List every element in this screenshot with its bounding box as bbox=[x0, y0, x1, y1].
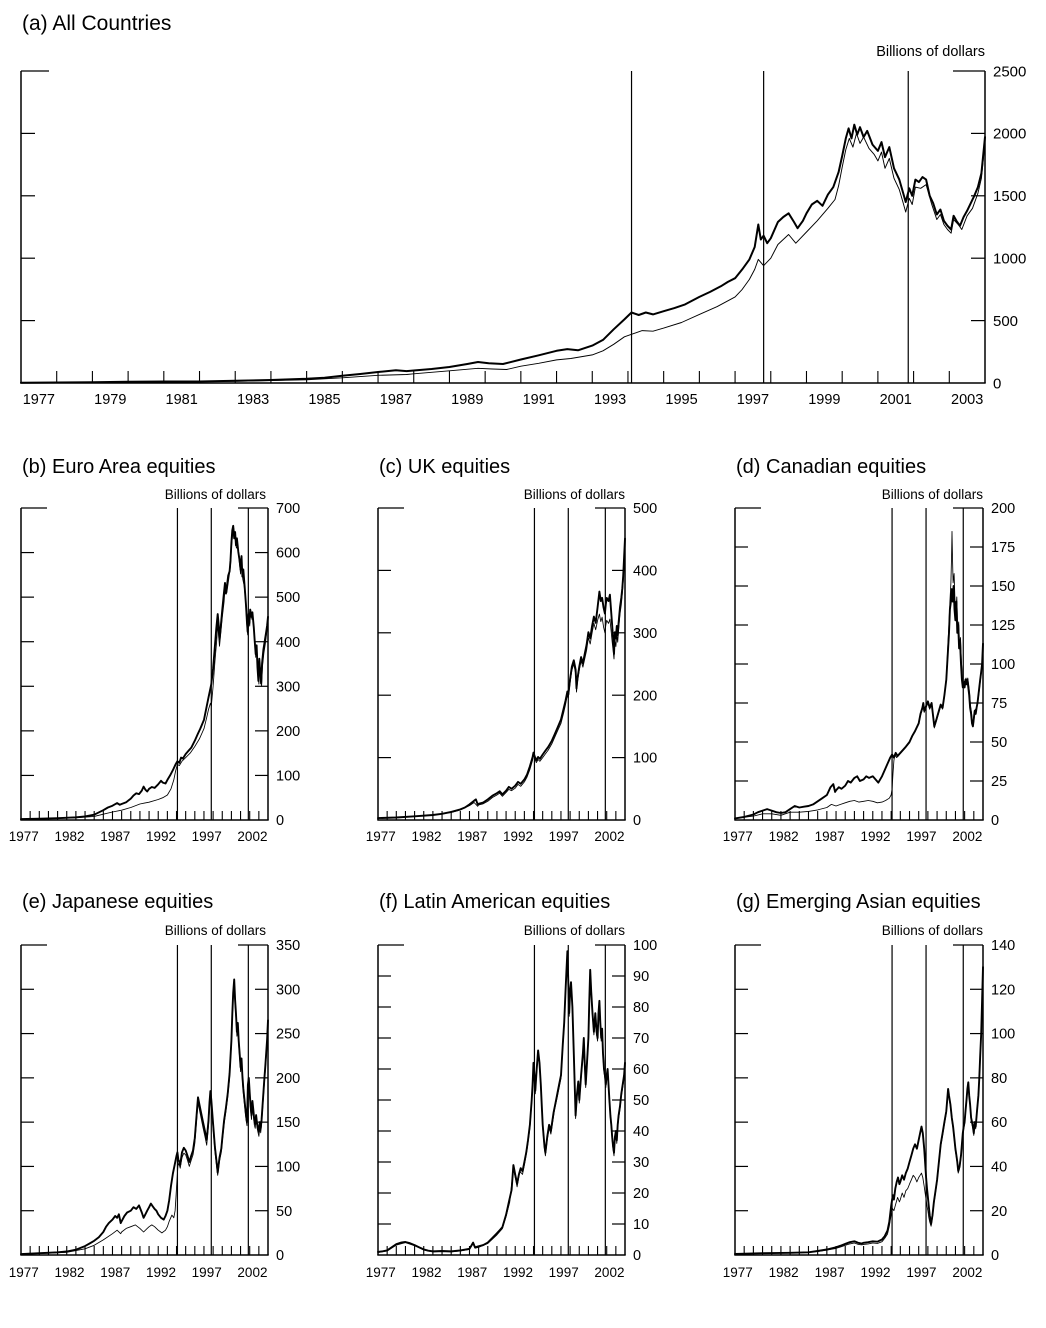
chart-a-units-label: Billions of dollars bbox=[876, 44, 985, 60]
svg-text:1987: 1987 bbox=[814, 829, 845, 844]
chart-e-thick-line bbox=[21, 980, 268, 1255]
svg-text:150: 150 bbox=[276, 1115, 301, 1132]
x-axis-labels bbox=[723, 1265, 983, 1280]
y-ticks bbox=[21, 553, 268, 776]
svg-text:200: 200 bbox=[276, 723, 301, 740]
svg-text:600: 600 bbox=[276, 545, 301, 562]
svg-text:40: 40 bbox=[991, 1159, 1008, 1176]
y-axis-labels bbox=[633, 501, 657, 829]
chart-e-units-label: Billions of dollars bbox=[164, 923, 266, 938]
svg-text:700: 700 bbox=[276, 501, 301, 518]
svg-text:1982: 1982 bbox=[768, 829, 799, 844]
svg-text:100: 100 bbox=[991, 657, 1016, 674]
x-axis-labels bbox=[23, 392, 984, 408]
svg-text:1999: 1999 bbox=[808, 392, 841, 408]
svg-text:140: 140 bbox=[991, 938, 1016, 955]
svg-text:0: 0 bbox=[993, 375, 1002, 393]
y-axis-labels bbox=[991, 938, 1015, 1264]
svg-text:300: 300 bbox=[276, 982, 301, 999]
svg-text:300: 300 bbox=[633, 625, 658, 642]
svg-text:150: 150 bbox=[991, 579, 1016, 596]
svg-text:1977: 1977 bbox=[722, 1265, 753, 1280]
axes bbox=[377, 945, 625, 1255]
svg-text:1977: 1977 bbox=[8, 829, 39, 844]
axes bbox=[20, 945, 268, 1255]
y-ticks bbox=[378, 570, 625, 757]
svg-text:1977: 1977 bbox=[722, 829, 753, 844]
svg-text:1992: 1992 bbox=[860, 1265, 891, 1280]
svg-text:350: 350 bbox=[276, 938, 301, 955]
svg-text:200: 200 bbox=[633, 688, 658, 705]
svg-text:400: 400 bbox=[276, 634, 301, 651]
svg-text:50: 50 bbox=[991, 735, 1008, 752]
chart-f-thick-line bbox=[378, 951, 625, 1252]
svg-text:200: 200 bbox=[991, 501, 1016, 518]
svg-text:1991: 1991 bbox=[522, 392, 555, 408]
chart-a-thick-line bbox=[21, 125, 985, 383]
svg-text:1982: 1982 bbox=[54, 829, 85, 844]
svg-text:2002: 2002 bbox=[594, 829, 625, 844]
svg-text:1987: 1987 bbox=[100, 829, 131, 844]
svg-text:1997: 1997 bbox=[906, 1265, 937, 1280]
svg-text:20: 20 bbox=[633, 1186, 650, 1203]
svg-text:10: 10 bbox=[633, 1217, 650, 1234]
chart-b-title: (b) Euro Area equities bbox=[22, 456, 216, 478]
data-series bbox=[378, 951, 625, 1252]
y-axis-labels bbox=[633, 938, 657, 1264]
y-ticks bbox=[735, 989, 983, 1210]
svg-text:50: 50 bbox=[276, 1203, 293, 1220]
svg-text:2500: 2500 bbox=[993, 63, 1027, 81]
chart-g-title: (g) Emerging Asian equities bbox=[736, 891, 981, 913]
svg-text:0: 0 bbox=[276, 1248, 285, 1265]
chart-d-units-label: Billions of dollars bbox=[881, 487, 983, 502]
svg-text:1982: 1982 bbox=[411, 1265, 442, 1280]
y-axis-labels bbox=[276, 938, 300, 1264]
svg-text:75: 75 bbox=[991, 696, 1008, 713]
svg-text:1977: 1977 bbox=[365, 829, 396, 844]
svg-text:1989: 1989 bbox=[451, 392, 484, 408]
chart-g-svg bbox=[714, 918, 1046, 1286]
svg-text:1000: 1000 bbox=[993, 250, 1027, 268]
svg-text:1987: 1987 bbox=[100, 1265, 131, 1280]
svg-text:200: 200 bbox=[276, 1070, 301, 1087]
svg-text:400: 400 bbox=[633, 563, 658, 580]
svg-text:100: 100 bbox=[633, 750, 658, 767]
event-reference-lines bbox=[632, 71, 909, 383]
svg-text:125: 125 bbox=[991, 618, 1016, 635]
y-ticks bbox=[21, 989, 268, 1210]
data-series bbox=[735, 531, 983, 818]
svg-text:90: 90 bbox=[633, 969, 650, 986]
svg-text:0: 0 bbox=[991, 1248, 1000, 1265]
svg-text:50: 50 bbox=[633, 1093, 650, 1110]
svg-text:60: 60 bbox=[633, 1062, 650, 1079]
x-axis-labels bbox=[9, 829, 268, 844]
chart-b-thick-line bbox=[21, 526, 268, 819]
svg-text:1500: 1500 bbox=[993, 188, 1027, 206]
svg-text:0: 0 bbox=[633, 1248, 642, 1265]
svg-text:1995: 1995 bbox=[665, 392, 698, 408]
svg-text:1987: 1987 bbox=[379, 392, 413, 408]
chart-c-title: (c) UK equities bbox=[379, 456, 511, 478]
data-series bbox=[21, 980, 268, 1255]
chart-a-thin-line bbox=[21, 133, 985, 382]
svg-text:0: 0 bbox=[991, 813, 1000, 830]
chart-e-title: (e) Japanese equities bbox=[22, 891, 214, 913]
svg-text:1982: 1982 bbox=[411, 829, 442, 844]
svg-text:1992: 1992 bbox=[860, 829, 891, 844]
svg-text:1987: 1987 bbox=[457, 1265, 488, 1280]
chart-f-units-label: Billions of dollars bbox=[523, 923, 625, 938]
chart-d-title: (d) Canadian equities bbox=[736, 456, 927, 478]
svg-text:1997: 1997 bbox=[191, 829, 222, 844]
svg-text:300: 300 bbox=[276, 679, 301, 696]
svg-text:120: 120 bbox=[991, 982, 1016, 999]
chart-c-thick-line bbox=[378, 539, 625, 819]
chart-d-thick-line bbox=[735, 586, 983, 818]
svg-text:1992: 1992 bbox=[145, 829, 176, 844]
chart-g-units-label: Billions of dollars bbox=[881, 923, 983, 938]
svg-text:1992: 1992 bbox=[502, 829, 533, 844]
chart-b-units-label: Billions of dollars bbox=[164, 487, 266, 502]
chart-g-thick-line bbox=[735, 967, 983, 1254]
event-reference-lines bbox=[534, 508, 605, 820]
chart-f-title: (f) Latin American equities bbox=[379, 891, 611, 913]
svg-text:2003: 2003 bbox=[951, 392, 984, 408]
y-axis-labels bbox=[993, 63, 1026, 392]
x-ticks bbox=[30, 1246, 259, 1255]
svg-text:100: 100 bbox=[276, 1159, 301, 1176]
x-axis-labels bbox=[723, 829, 983, 844]
chart-e-thin-line bbox=[21, 985, 268, 1254]
svg-text:1997: 1997 bbox=[548, 829, 579, 844]
y-ticks bbox=[378, 976, 625, 1224]
svg-text:40: 40 bbox=[633, 1124, 650, 1141]
svg-text:2002: 2002 bbox=[952, 829, 983, 844]
svg-text:1982: 1982 bbox=[768, 1265, 799, 1280]
svg-text:20: 20 bbox=[991, 1203, 1008, 1220]
svg-text:2002: 2002 bbox=[237, 829, 268, 844]
chart-c-thin-line bbox=[378, 542, 625, 818]
svg-text:1987: 1987 bbox=[814, 1265, 845, 1280]
svg-text:100: 100 bbox=[276, 768, 301, 785]
svg-text:1997: 1997 bbox=[736, 392, 770, 408]
chart-b-svg bbox=[0, 482, 340, 850]
data-series bbox=[378, 539, 625, 819]
svg-text:1997: 1997 bbox=[191, 1265, 222, 1280]
svg-text:1977: 1977 bbox=[22, 392, 55, 408]
x-axis-labels bbox=[9, 1265, 268, 1280]
svg-text:100: 100 bbox=[633, 938, 658, 955]
data-series bbox=[735, 967, 983, 1254]
svg-text:1985: 1985 bbox=[308, 392, 341, 408]
svg-text:1997: 1997 bbox=[548, 1265, 579, 1280]
event-reference-lines bbox=[177, 945, 248, 1255]
x-axis-labels bbox=[366, 829, 625, 844]
svg-text:0: 0 bbox=[276, 813, 285, 830]
svg-text:1993: 1993 bbox=[593, 392, 627, 408]
axes bbox=[20, 71, 985, 383]
svg-text:2001: 2001 bbox=[879, 392, 912, 408]
chart-d-svg bbox=[714, 482, 1046, 850]
y-axis-labels bbox=[276, 501, 300, 829]
svg-text:2000: 2000 bbox=[993, 125, 1027, 143]
svg-text:500: 500 bbox=[993, 312, 1019, 330]
svg-text:1992: 1992 bbox=[502, 1265, 533, 1280]
svg-text:2002: 2002 bbox=[237, 1265, 268, 1280]
svg-text:500: 500 bbox=[633, 501, 658, 518]
chart-c-units-label: Billions of dollars bbox=[523, 487, 625, 502]
svg-text:1977: 1977 bbox=[8, 1265, 39, 1280]
chart-a-title: (a) All Countries bbox=[22, 12, 172, 35]
data-series bbox=[21, 526, 268, 819]
svg-text:2002: 2002 bbox=[952, 1265, 983, 1280]
svg-text:2002: 2002 bbox=[594, 1265, 625, 1280]
x-axis-labels bbox=[366, 1265, 625, 1280]
svg-text:80: 80 bbox=[991, 1070, 1008, 1087]
svg-text:70: 70 bbox=[633, 1031, 650, 1048]
svg-text:1981: 1981 bbox=[165, 392, 198, 408]
svg-text:175: 175 bbox=[991, 540, 1016, 557]
svg-text:1979: 1979 bbox=[94, 392, 127, 408]
svg-text:1977: 1977 bbox=[365, 1265, 396, 1280]
chart-e-svg bbox=[0, 918, 340, 1286]
data-series bbox=[21, 125, 985, 383]
svg-text:80: 80 bbox=[633, 1000, 650, 1017]
svg-text:250: 250 bbox=[276, 1026, 301, 1043]
svg-text:100: 100 bbox=[991, 1026, 1016, 1043]
y-axis-labels bbox=[991, 501, 1015, 829]
svg-text:1992: 1992 bbox=[145, 1265, 176, 1280]
svg-text:0: 0 bbox=[633, 813, 642, 830]
svg-text:1982: 1982 bbox=[54, 1265, 85, 1280]
svg-text:30: 30 bbox=[633, 1155, 650, 1172]
svg-text:500: 500 bbox=[276, 590, 301, 607]
svg-text:1997: 1997 bbox=[906, 829, 937, 844]
svg-text:25: 25 bbox=[991, 774, 1008, 791]
svg-text:1987: 1987 bbox=[457, 829, 488, 844]
chart-f-thin-line bbox=[378, 954, 625, 1252]
y-ticks bbox=[735, 547, 983, 781]
chart-f-svg bbox=[357, 918, 697, 1286]
svg-text:60: 60 bbox=[991, 1115, 1008, 1132]
chart-a-svg bbox=[0, 32, 1046, 424]
chart-c-svg bbox=[357, 482, 697, 850]
svg-text:1983: 1983 bbox=[236, 392, 270, 408]
axes bbox=[377, 508, 625, 820]
chart-b-thin-line bbox=[21, 528, 268, 819]
